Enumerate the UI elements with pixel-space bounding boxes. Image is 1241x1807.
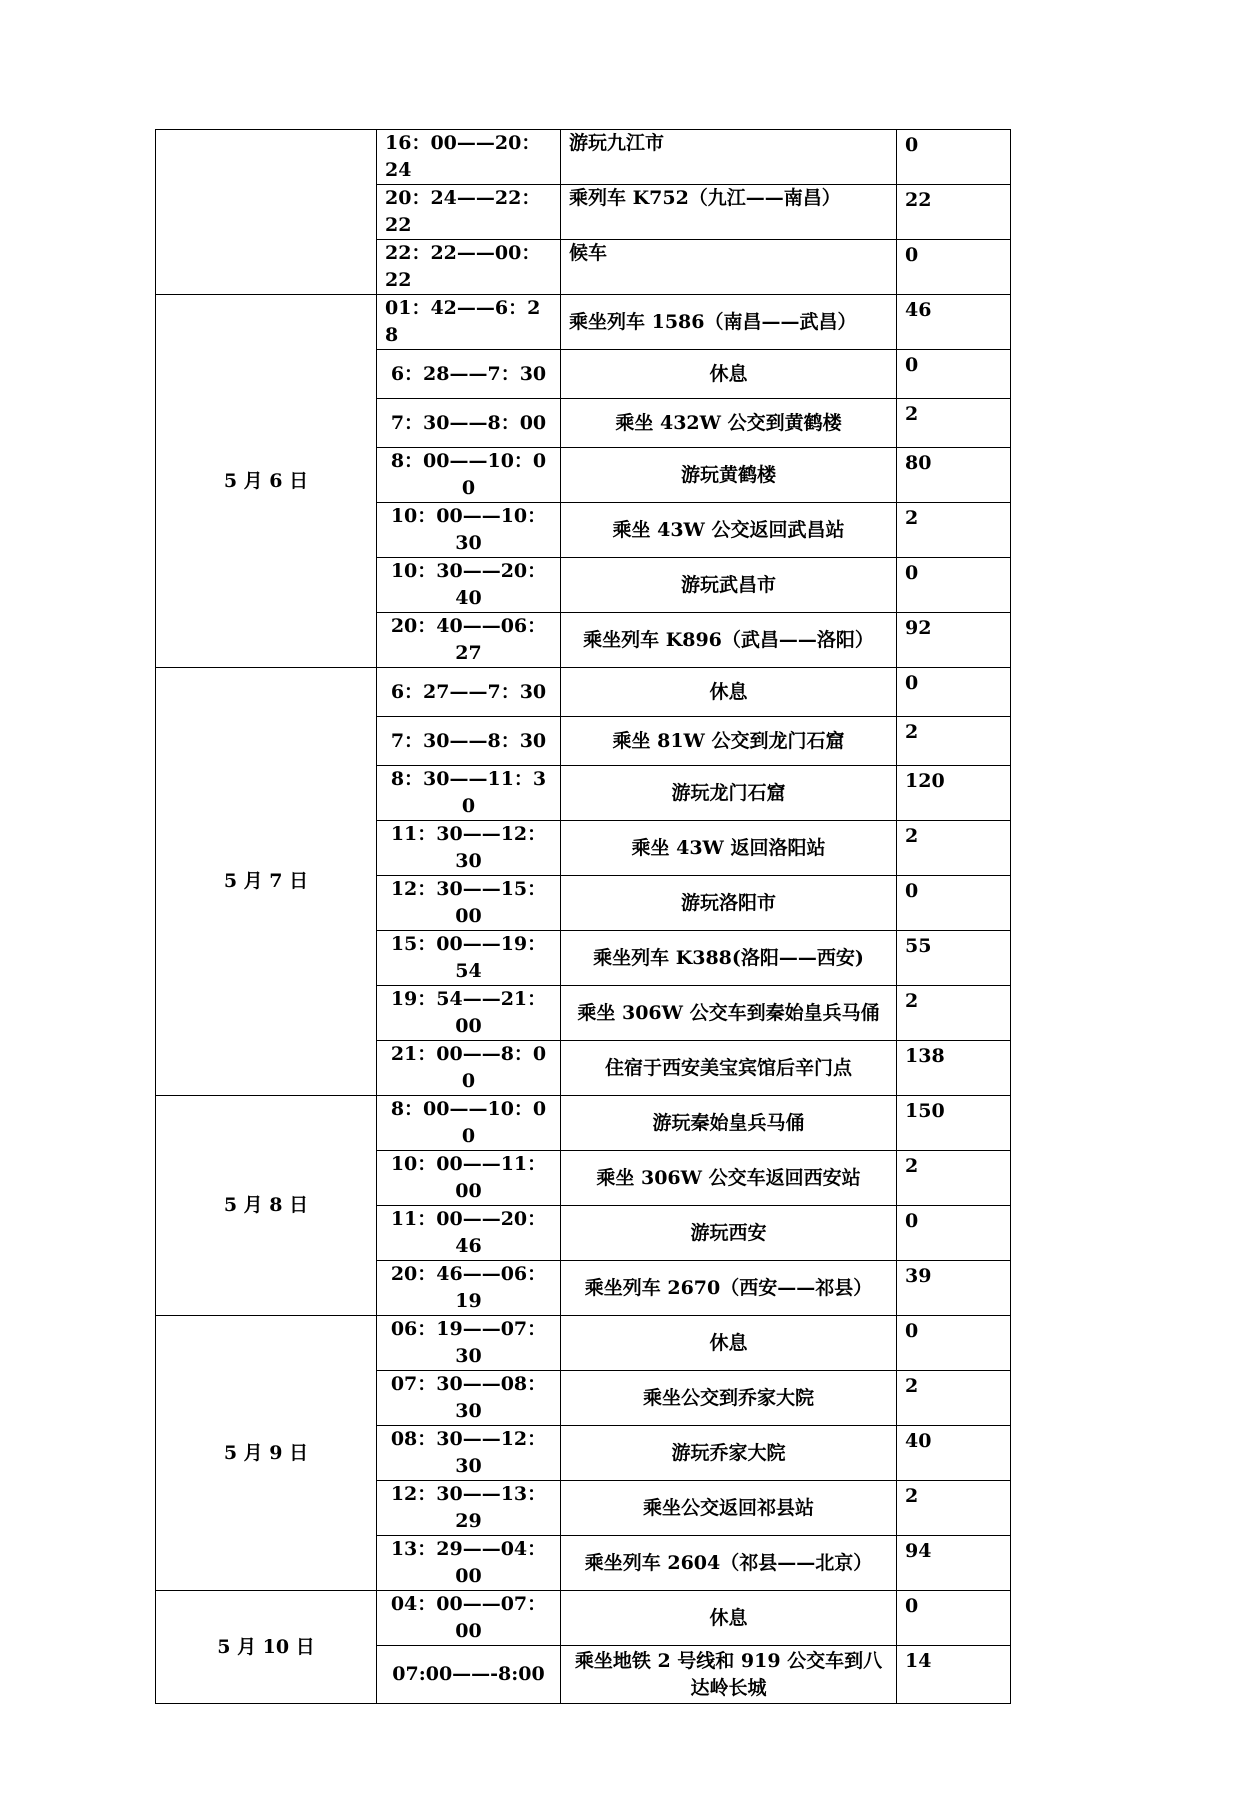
activity-cell: 乘坐 306W 公交车返回西安站 [561, 1151, 897, 1206]
activity-cell: 乘坐公交返回祁县站 [561, 1481, 897, 1536]
date-cell [156, 130, 377, 295]
time-cell: 20：24——22：22 [377, 185, 561, 240]
time-cell: 21：00——8：00 [377, 1041, 561, 1096]
time-cell: 6：27——7：30 [377, 668, 561, 717]
activity-cell: 乘列车 K752（九江——南昌） [561, 185, 897, 240]
table-row [156, 1096, 1011, 1151]
cost-cell: 0 [897, 1316, 1011, 1371]
activity-cell: 游玩黄鹤楼 [561, 448, 897, 503]
itinerary-table [155, 129, 1011, 1704]
date-cell: 5 月 10 日 [156, 1591, 377, 1704]
cost-cell: 40 [897, 1426, 1011, 1481]
time-cell: 7：30——8：30 [377, 717, 561, 766]
time-cell: 10：00——11：00 [377, 1151, 561, 1206]
cost-cell: 120 [897, 766, 1011, 821]
activity-cell: 游玩洛阳市 [561, 876, 897, 931]
cost-cell: 138 [897, 1041, 1011, 1096]
activity-cell: 游玩乔家大院 [561, 1426, 897, 1481]
cost-cell: 0 [897, 1206, 1011, 1261]
cost-cell: 2 [897, 503, 1011, 558]
cost-cell: 0 [897, 876, 1011, 931]
date-cell: 5 月 9 日 [156, 1316, 377, 1591]
cost-cell: 92 [897, 613, 1011, 668]
time-cell: 04：00——07：00 [377, 1591, 561, 1646]
activity-cell: 乘坐列车 2670（西安——祁县） [561, 1261, 897, 1316]
time-cell: 11：00——20：46 [377, 1206, 561, 1261]
cost-cell: 0 [897, 1591, 1011, 1646]
time-cell: 8：30——11：30 [377, 766, 561, 821]
activity-cell: 候车 [561, 240, 897, 295]
cost-cell: 55 [897, 931, 1011, 986]
activity-cell: 游玩西安 [561, 1206, 897, 1261]
table-row [156, 668, 1011, 717]
table-row [156, 130, 1011, 185]
time-cell: 6：28——7：30 [377, 350, 561, 399]
cost-cell: 2 [897, 1481, 1011, 1536]
date-cell: 5 月 6 日 [156, 295, 377, 668]
cost-cell: 0 [897, 668, 1011, 717]
time-cell: 16：00——20：24 [377, 130, 561, 185]
time-cell: 13：29——04：00 [377, 1536, 561, 1591]
activity-cell: 乘坐列车 K896（武昌——洛阳） [561, 613, 897, 668]
time-cell: 8：00——10：00 [377, 1096, 561, 1151]
time-cell: 10：00——10：30 [377, 503, 561, 558]
activity-cell: 乘坐 81W 公交到龙门石窟 [561, 717, 897, 766]
activity-cell: 乘坐 306W 公交车到秦始皇兵马俑 [561, 986, 897, 1041]
activity-cell: 乘坐列车 1586（南昌——武昌） [561, 295, 897, 350]
time-cell: 20：40——06：27 [377, 613, 561, 668]
time-cell: 22：22——00：22 [377, 240, 561, 295]
cost-cell: 2 [897, 986, 1011, 1041]
activity-cell: 游玩九江市 [561, 130, 897, 185]
cost-cell: 0 [897, 240, 1011, 295]
cost-cell: 2 [897, 717, 1011, 766]
cost-cell: 94 [897, 1536, 1011, 1591]
activity-cell: 休息 [561, 1591, 897, 1646]
date-cell: 5 月 7 日 [156, 668, 377, 1096]
activity-cell: 乘坐 43W 返回洛阳站 [561, 821, 897, 876]
cost-cell: 0 [897, 558, 1011, 613]
table-row [156, 295, 1011, 350]
cost-cell: 2 [897, 399, 1011, 448]
time-cell: 7：30——8：00 [377, 399, 561, 448]
cost-cell: 150 [897, 1096, 1011, 1151]
cost-cell: 2 [897, 1151, 1011, 1206]
time-cell: 08：30——12：30 [377, 1426, 561, 1481]
table-row [156, 1591, 1011, 1646]
time-cell: 06：19——07：30 [377, 1316, 561, 1371]
time-cell: 11：30——12：30 [377, 821, 561, 876]
activity-cell: 乘坐 432W 公交到黄鹤楼 [561, 399, 897, 448]
time-cell: 10：30——20：40 [377, 558, 561, 613]
time-cell: 12：30——15：00 [377, 876, 561, 931]
activity-cell: 乘坐列车 2604（祁县——北京） [561, 1536, 897, 1591]
cost-cell: 14 [897, 1646, 1011, 1704]
time-cell: 8：00——10：00 [377, 448, 561, 503]
activity-cell: 休息 [561, 350, 897, 399]
cost-cell: 2 [897, 1371, 1011, 1426]
time-cell: 07:00——-8:00 [377, 1646, 561, 1704]
activity-cell: 游玩武昌市 [561, 558, 897, 613]
cost-cell: 80 [897, 448, 1011, 503]
time-cell: 20：46——06：19 [377, 1261, 561, 1316]
time-cell: 01：42——6：28 [377, 295, 561, 350]
table-row [156, 1316, 1011, 1371]
date-cell: 5 月 8 日 [156, 1096, 377, 1316]
time-cell: 07：30——08：30 [377, 1371, 561, 1426]
activity-cell: 乘坐列车 K388(洛阳——西安) [561, 931, 897, 986]
cost-cell: 39 [897, 1261, 1011, 1316]
activity-cell: 游玩秦始皇兵马俑 [561, 1096, 897, 1151]
activity-cell: 乘坐地铁 2 号线和 919 公交车到八达岭长城 [561, 1646, 897, 1704]
activity-cell: 休息 [561, 1316, 897, 1371]
activity-cell: 游玩龙门石窟 [561, 766, 897, 821]
activity-cell: 休息 [561, 668, 897, 717]
cost-cell: 46 [897, 295, 1011, 350]
time-cell: 15：00——19：54 [377, 931, 561, 986]
cost-cell: 0 [897, 130, 1011, 185]
cost-cell: 2 [897, 821, 1011, 876]
activity-cell: 住宿于西安美宝宾馆后辛门点 [561, 1041, 897, 1096]
activity-cell: 乘坐公交到乔家大院 [561, 1371, 897, 1426]
cost-cell: 0 [897, 350, 1011, 399]
cost-cell: 22 [897, 185, 1011, 240]
time-cell: 12：30——13：29 [377, 1481, 561, 1536]
activity-cell: 乘坐 43W 公交返回武昌站 [561, 503, 897, 558]
time-cell: 19：54——21：00 [377, 986, 561, 1041]
